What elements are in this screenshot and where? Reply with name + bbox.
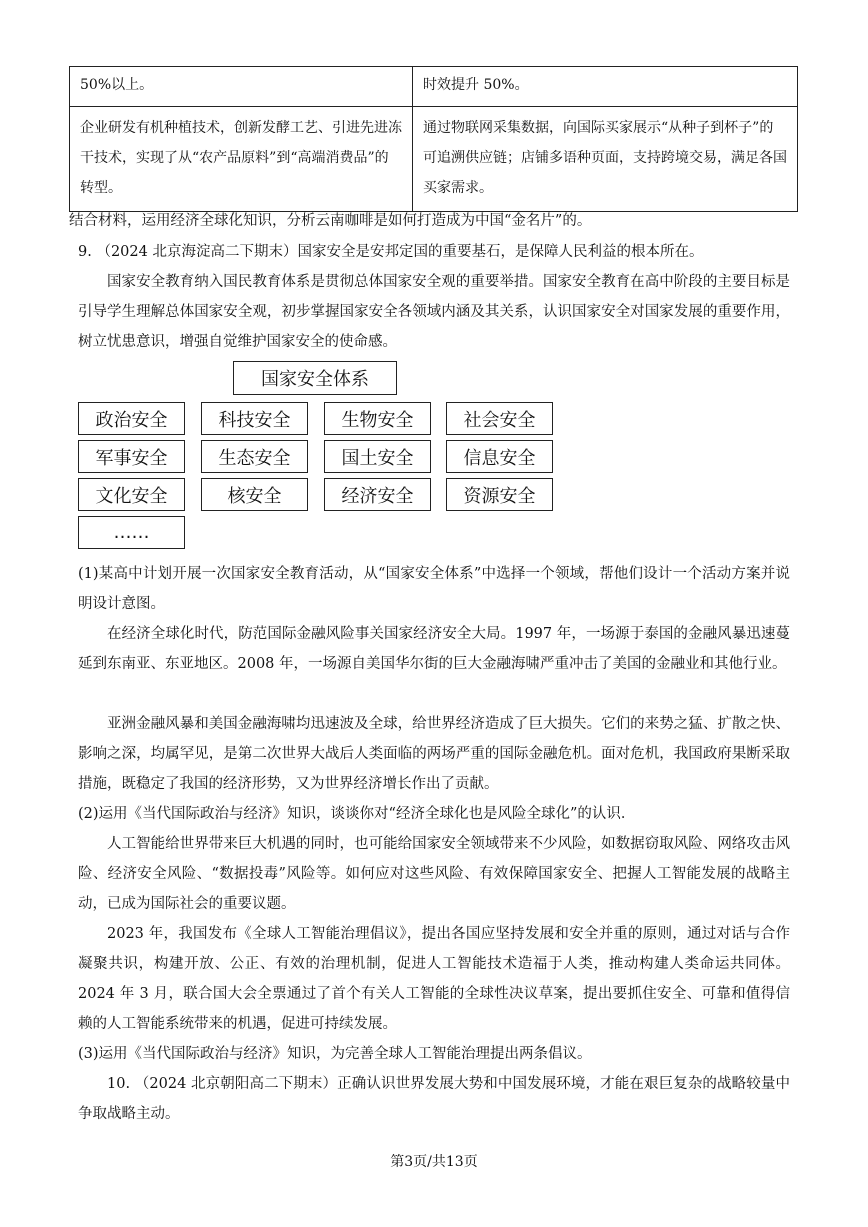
diagram-item: 军事安全 — [78, 440, 185, 473]
question-9-material-2: 在经济全球化时代，防范国际金融风险事关国家经济安全大局。1997 年，一场源于泰国的金融风暴迅速蔓延到东南亚、东亚地区。2008 年，一场源自美国华尔街的巨大金融海啸严重冲击了美国的金融业和其他行业。 — [78, 626, 790, 672]
table-row — [70, 67, 798, 107]
question-9-part-3: (3)运用《当代国际政治与经济》知识，为完善全球人工智能治理提出两条倡议。 — [78, 1046, 592, 1062]
national-security-diagram — [78, 361, 558, 551]
diagram-item: 政治安全 — [78, 402, 185, 435]
table-cell: 50%以上。 — [70, 67, 413, 107]
case-table — [69, 66, 798, 212]
question-9-header: 9. （2024 北京海淀高二下期末）国家安全是安邦定国的重要基石，是保障人民利益的根本所在。 — [78, 244, 704, 260]
diagram-item: 资源安全 — [446, 478, 553, 511]
question-9-material-5: 2023 年，我国发布《全球人工智能治理倡议》，提出各国应坚持发展和安全并重的原则，通过对话与合作凝聚共识，构建开放、公正、有效的治理机制，促进人工智能技术造福于人类，推动构建人类命运共同体。2024 年 3 月，联合国大会全票通过了首个有关人工智能的全球性决议草案，提出要抓住安全、可靠和值得信赖的人工智能系统带来的机遇，促进可持续发展。 — [78, 926, 790, 1032]
table-cell: 企业研发有机种植技术，创新发酵工艺、引进先进冻干技术，实现了从“农产品原料”到“高端消费品”的转型。 — [70, 107, 413, 212]
table-row — [70, 107, 798, 212]
question-9-material-1: 国家安全教育纳入国民教育体系是贯彻总体国家安全观的重要举措。国家安全教育在高中阶段的主要目标是引导学生理解总体国家安全观，初步掌握国家安全各领域内涵及其关系，认识国家安全对国家发展的重要作用，树立忧患意识，增强自觉维护国家安全的使命感。 — [78, 274, 790, 350]
table-cell: 通过物联网采集数据，向国际买家展示“从种子到杯子”的可追溯供应链；店铺多语种页面，支持跨境交易，满足各国买家需求。 — [413, 107, 798, 212]
question-10-header: 10. （2024 北京朝阳高二下期末）正确认识世界发展大势和中国发展环境，才能在艰巨复杂的战略较量中争取战略主动。 — [78, 1076, 790, 1122]
question-9-material-4: 人工智能给世界带来巨大机遇的同时，也可能给国家安全领域带来不少风险，如数据窃取风险、网络攻击风险、经济安全风险、“数据投毒”风险等。如何应对这些风险、有效保障国家安全、把握人工智能发展的战略主动，已成为国际社会的重要议题。 — [78, 836, 790, 912]
diagram-item: 信息安全 — [446, 440, 553, 473]
question-9-part-2: (2)运用《当代国际政治与经济》知识，谈谈你对“经济全球化也是风险全球化”的认识． — [78, 806, 636, 822]
table-cell: 时效提升 50%。 — [413, 67, 798, 107]
question-9-part-1: (1)某高中计划开展一次国家安全教育活动，从“国家安全体系”中选择一个领域，帮他们设计一个活动方案并说明设计意图。 — [78, 566, 790, 612]
diagram-item: 文化安全 — [78, 478, 185, 511]
diagram-item: 国土安全 — [324, 440, 431, 473]
page-footer: 第3页/共13页 — [390, 1154, 478, 1170]
diagram-item: 科技安全 — [201, 402, 308, 435]
question-9-material-3: 亚洲金融风暴和美国金融海啸均迅速波及全球，给世界经济造成了巨大损失。它们的来势之猛、扩散之快、影响之深，均属罕见，是第二次世界大战后人类面临的两场严重的国际金融危机。面对危机，我国政府果断采取措施，既稳定了我国的经济形势，又为世界经济增长作出了贡献。 — [78, 716, 790, 792]
diagram-item: 生态安全 — [201, 440, 308, 473]
diagram-title: 国家安全体系 — [233, 361, 397, 395]
diagram-item: 经济安全 — [324, 478, 431, 511]
diagram-item: 生物安全 — [324, 402, 431, 435]
diagram-item: 核安全 — [201, 478, 308, 511]
question-8-prompt: 结合材料，运用经济全球化知识，分析云南咖啡是如何打造成为中国“金名片”的。 — [69, 213, 592, 229]
diagram-item: 社会安全 — [446, 402, 553, 435]
diagram-item-ellipsis: …… — [78, 516, 185, 549]
